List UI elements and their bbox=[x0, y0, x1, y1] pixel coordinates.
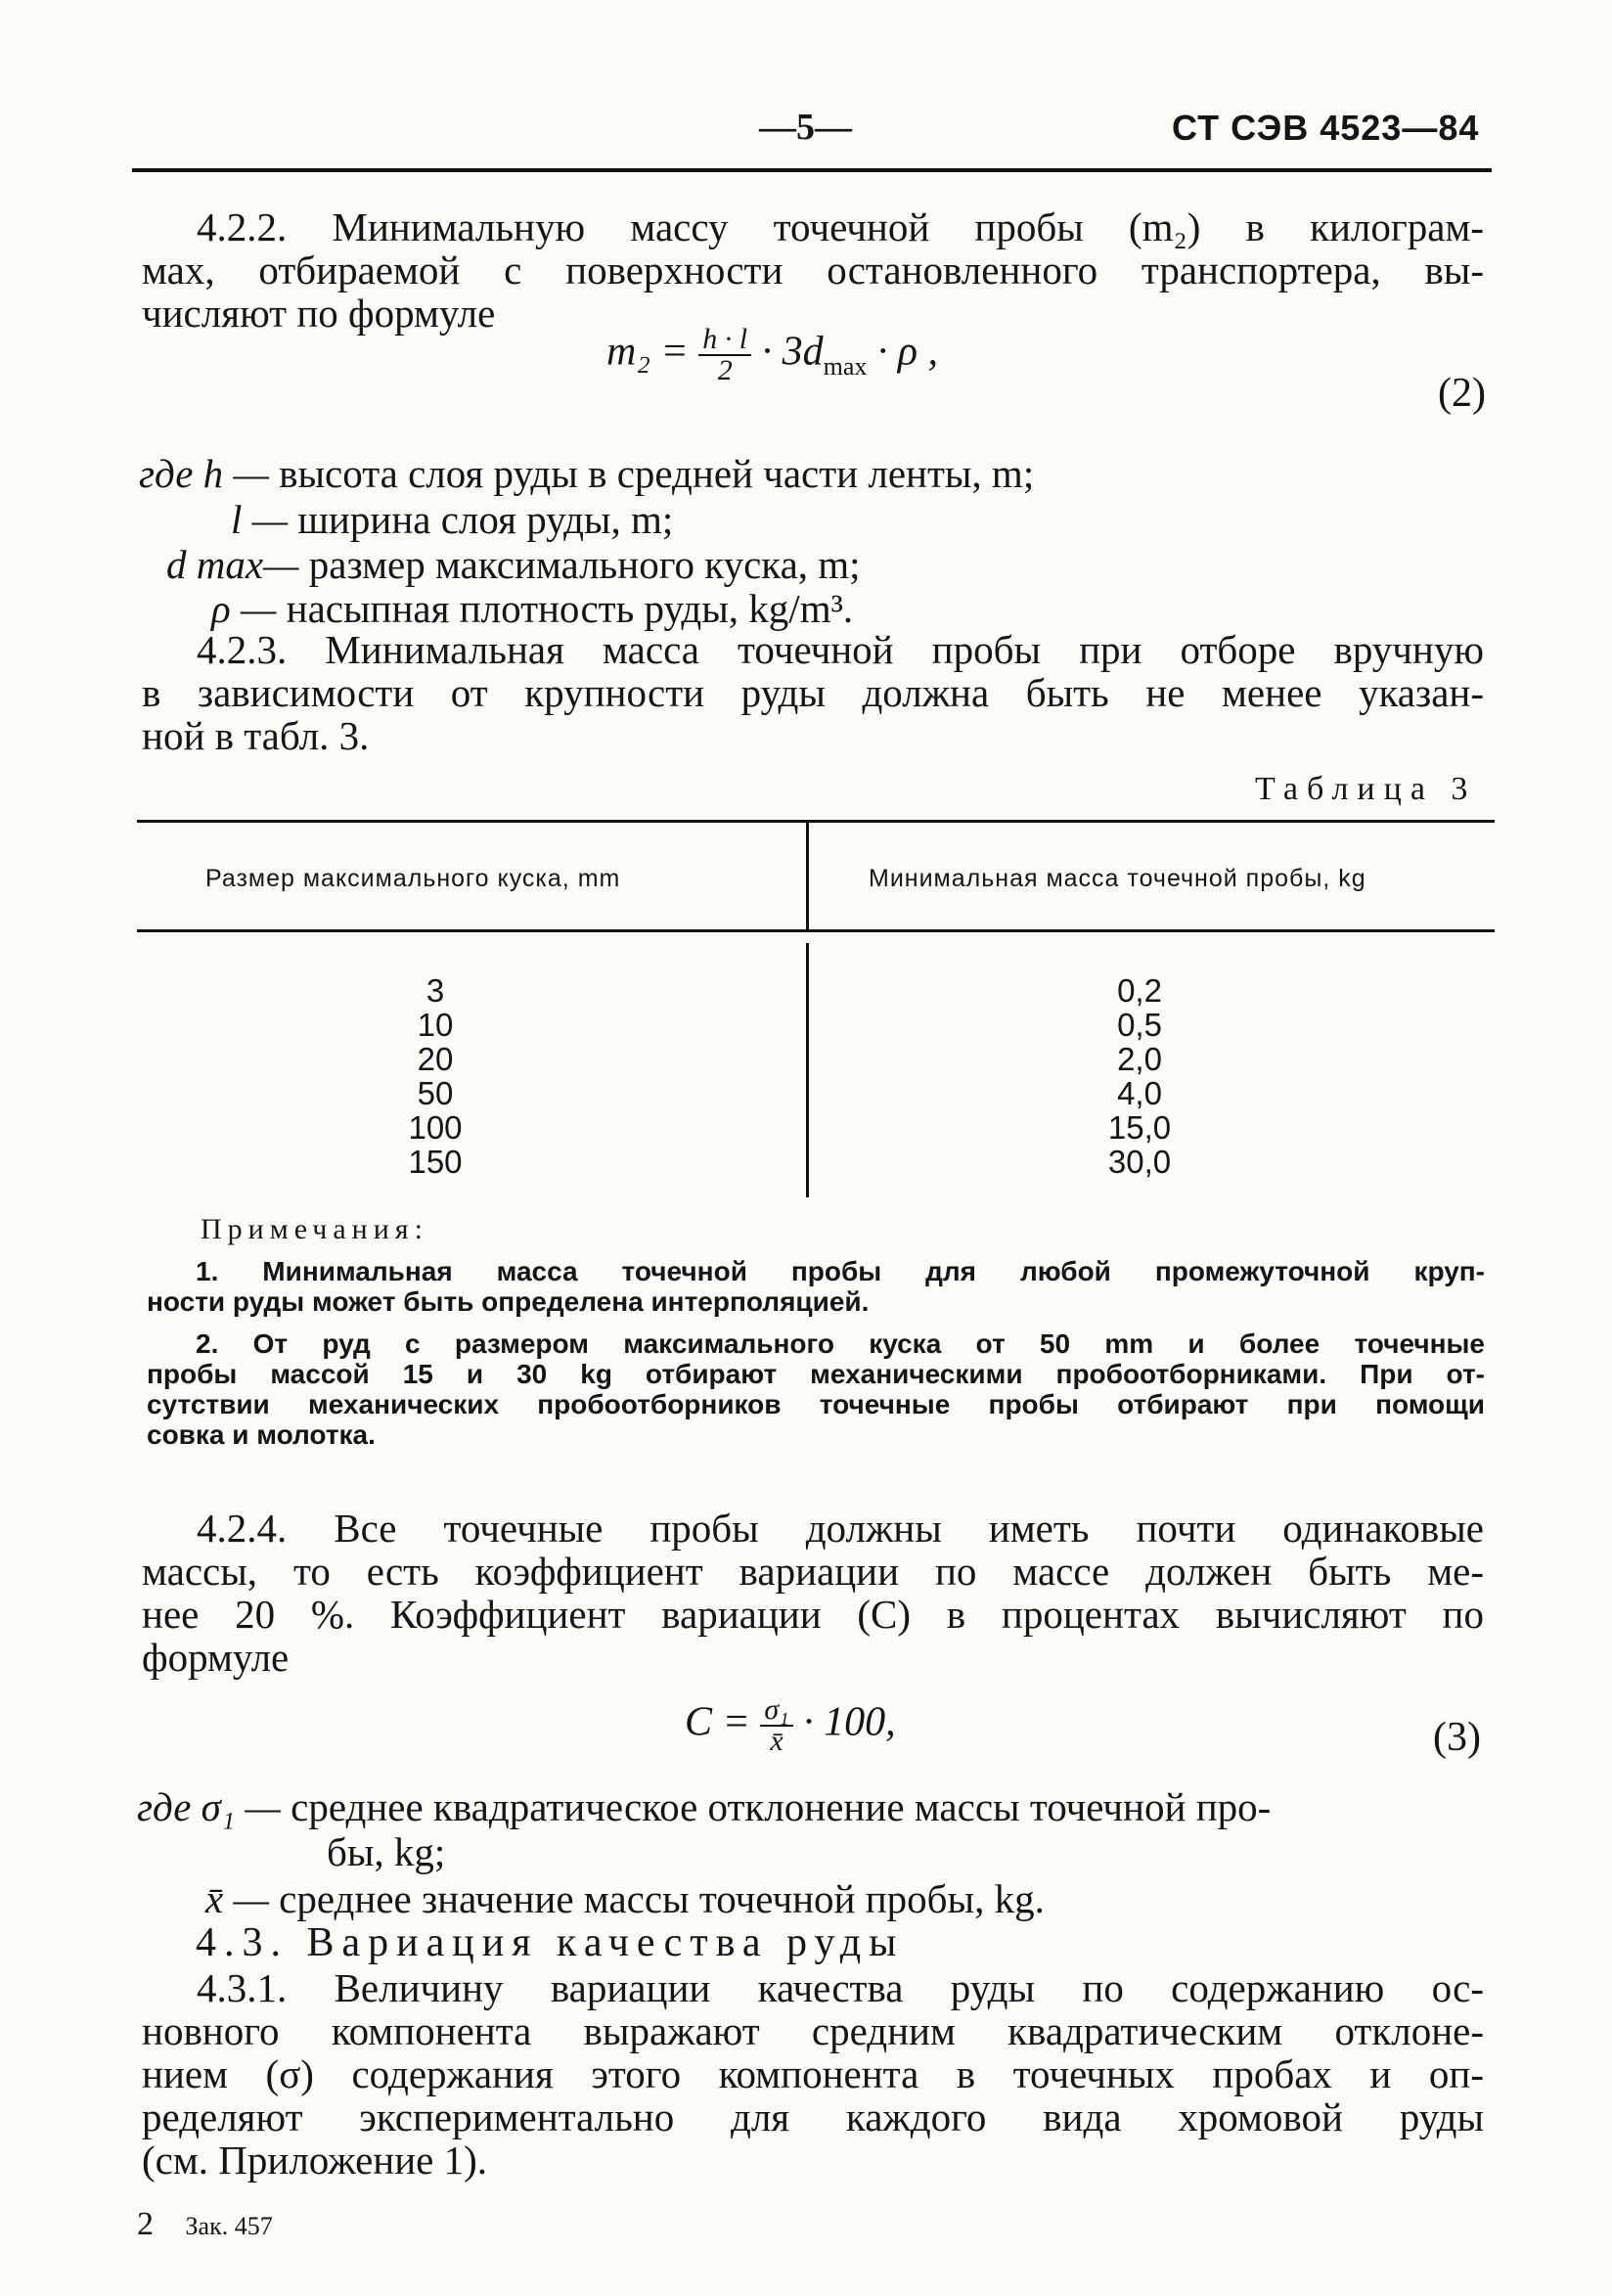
definition-text: размер максимального куска, m; bbox=[308, 542, 861, 587]
paragraph-4-2-3 bbox=[142, 628, 1484, 757]
paragraph-4-3-1 bbox=[142, 1966, 1484, 2182]
notes-title: Примечания: bbox=[201, 1213, 428, 1245]
table-column-mass bbox=[1076, 973, 1203, 1179]
table-cell: 15,0 bbox=[1107, 1109, 1172, 1146]
table-cell: 50 bbox=[417, 1075, 454, 1111]
table-cell: 30,0 bbox=[1107, 1144, 1172, 1180]
definition-symbol: ρ — bbox=[211, 586, 277, 631]
definition-sigma1 bbox=[137, 1783, 1271, 1830]
table-column-size bbox=[372, 973, 499, 1179]
table-header-mass: Минимальная масса точечной пробы, kg bbox=[869, 865, 1366, 892]
formula-lhs: C = bbox=[685, 1699, 750, 1745]
formula-rhs: · 100, bbox=[803, 1699, 896, 1745]
text-line: мах, отбираемой с поверхности остановленного транспортера, вы- bbox=[142, 248, 1484, 293]
text-line: ределяют экспериментально для каждого вида хромовой руды bbox=[142, 2094, 1484, 2139]
note-line: совка и молотка. bbox=[147, 1419, 376, 1450]
table-title: Таблица 3 bbox=[1255, 771, 1477, 807]
fraction-numerator: h · l bbox=[698, 325, 751, 356]
definition-text: высота слоя руды в средней части ленты, m; bbox=[279, 451, 1035, 496]
definition-symbol: l — bbox=[231, 497, 289, 542]
section-heading-4-3: 4.3. Вариация качества руды bbox=[196, 1920, 905, 1965]
table-cell: 100 bbox=[408, 1109, 463, 1146]
definition-sigma1-cont bbox=[327, 1828, 445, 1875]
text-line: нее 20 %. Коэффициент вариации (C) в процентах вычисляют по bbox=[142, 1592, 1484, 1637]
table-cell: 150 bbox=[408, 1144, 463, 1180]
note-line: ности руды может быть определена интерполяцией. bbox=[147, 1286, 870, 1317]
definition-text: среднее значение массы точечной пробы, kg. bbox=[279, 1876, 1045, 1921]
table-cell: 10 bbox=[417, 1007, 454, 1043]
paragraph-4-2-4 bbox=[142, 1507, 1484, 1679]
table-cell: 4,0 bbox=[1117, 1075, 1162, 1111]
note-2 bbox=[147, 1328, 1485, 1450]
note-line: 1. Минимальная масса точечной пробы для любой промежуточной круп- bbox=[196, 1256, 1485, 1286]
definition-xbar bbox=[205, 1875, 1045, 1922]
text-line: 4.3.1. Величину вариации качества руды по содержанию ос- bbox=[197, 1965, 1484, 2010]
definition-h bbox=[139, 450, 1034, 497]
definition-rho bbox=[211, 585, 853, 632]
paragraph-4-2-2 bbox=[142, 205, 1484, 335]
table-cell: 2,0 bbox=[1117, 1041, 1162, 1077]
footer bbox=[137, 2206, 273, 2243]
text-line: числяют по формуле bbox=[142, 291, 496, 336]
formula-tail: · ρ , bbox=[876, 329, 939, 375]
definition-text: насыпная плотность руды, kg/m³. bbox=[286, 586, 854, 631]
formula-lhs: m₂ = bbox=[606, 329, 689, 375]
text-line: массы, то есть коэффициент вариации по массе должен быть ме- bbox=[142, 1549, 1484, 1594]
footer-page: 2 bbox=[137, 2206, 154, 2242]
formula-3 bbox=[685, 1695, 896, 1756]
definition-text: среднее квадратическое отклонение массы точечной про- bbox=[291, 1784, 1272, 1829]
note-line: сутствии механических пробоотборников точечные пробы отбирают при помощи bbox=[147, 1389, 1485, 1419]
page-number: —5— bbox=[759, 107, 852, 148]
definition-text: бы, kg; bbox=[327, 1829, 446, 1874]
text-line: новного компонента выражают средним квадратическим отклоне- bbox=[142, 2008, 1484, 2053]
equation-number: (2) bbox=[1438, 371, 1486, 416]
table-top-rule bbox=[137, 820, 1495, 823]
table-header-size: Размер максимального куска, mm bbox=[205, 865, 621, 892]
fraction-denominator: 2 bbox=[717, 354, 733, 386]
definition-dmax bbox=[166, 541, 861, 588]
text-line: 4.2.4. Все точечные пробы должны иметь почти одинаковые bbox=[197, 1506, 1484, 1551]
fraction-numerator: σ₁ bbox=[760, 1695, 792, 1727]
note-line: 2. От руд с размером максимального куска от 50 mm и более точечные bbox=[196, 1328, 1485, 1359]
definition-symbol: где h — bbox=[139, 451, 269, 496]
text-line: формуле bbox=[142, 1635, 290, 1680]
footer-order: Зак. 457 bbox=[185, 2212, 273, 2240]
text-line: 4.2.2. Минимальную массу точечной пробы (m₂) в килограм- bbox=[197, 204, 1484, 249]
equation-number: (3) bbox=[1433, 1715, 1481, 1760]
definition-symbol: где σ₁ — bbox=[137, 1784, 281, 1829]
definition-text: ширина слоя руды, m; bbox=[297, 497, 674, 542]
table-header-rule bbox=[137, 929, 1495, 932]
text-line: в зависимости от крупности руды должна быть не менее указан- bbox=[142, 670, 1484, 715]
table-cell: 20 bbox=[417, 1041, 454, 1077]
table-cell: 3 bbox=[425, 972, 445, 1009]
text-line: (см. Приложение 1). bbox=[142, 2138, 488, 2183]
definition-l bbox=[231, 496, 673, 543]
formula-fraction bbox=[698, 325, 751, 385]
formula-2 bbox=[606, 325, 938, 385]
formula-rhs: · 3d bbox=[761, 329, 824, 375]
definition-symbol: x̄ — bbox=[205, 1876, 269, 1921]
definition-symbol: d max— bbox=[166, 542, 299, 587]
table-header-divider bbox=[806, 822, 809, 929]
fraction-denominator: x̄ bbox=[770, 1725, 784, 1757]
table-body-divider bbox=[806, 943, 809, 1197]
table-cell: 0,5 bbox=[1117, 1007, 1162, 1043]
formula-subscript: max bbox=[823, 351, 868, 381]
note-1 bbox=[147, 1256, 1485, 1317]
text-line: 4.2.3. Минимальная масса точечной пробы при отборе вручную bbox=[197, 627, 1484, 672]
header-rule bbox=[132, 168, 1492, 172]
text-line: ной в табл. 3. bbox=[142, 713, 370, 758]
table-cell: 0,2 bbox=[1117, 972, 1162, 1009]
standard-code: СТ СЭВ 4523—84 bbox=[1172, 108, 1480, 148]
formula-fraction bbox=[760, 1695, 792, 1756]
note-line: пробы массой 15 и 30 kg отбирают механическими пробоотборниками. При от- bbox=[147, 1359, 1485, 1389]
text-line: нием (σ) содержания этого компонента в точечных пробах и оп- bbox=[142, 2051, 1484, 2096]
